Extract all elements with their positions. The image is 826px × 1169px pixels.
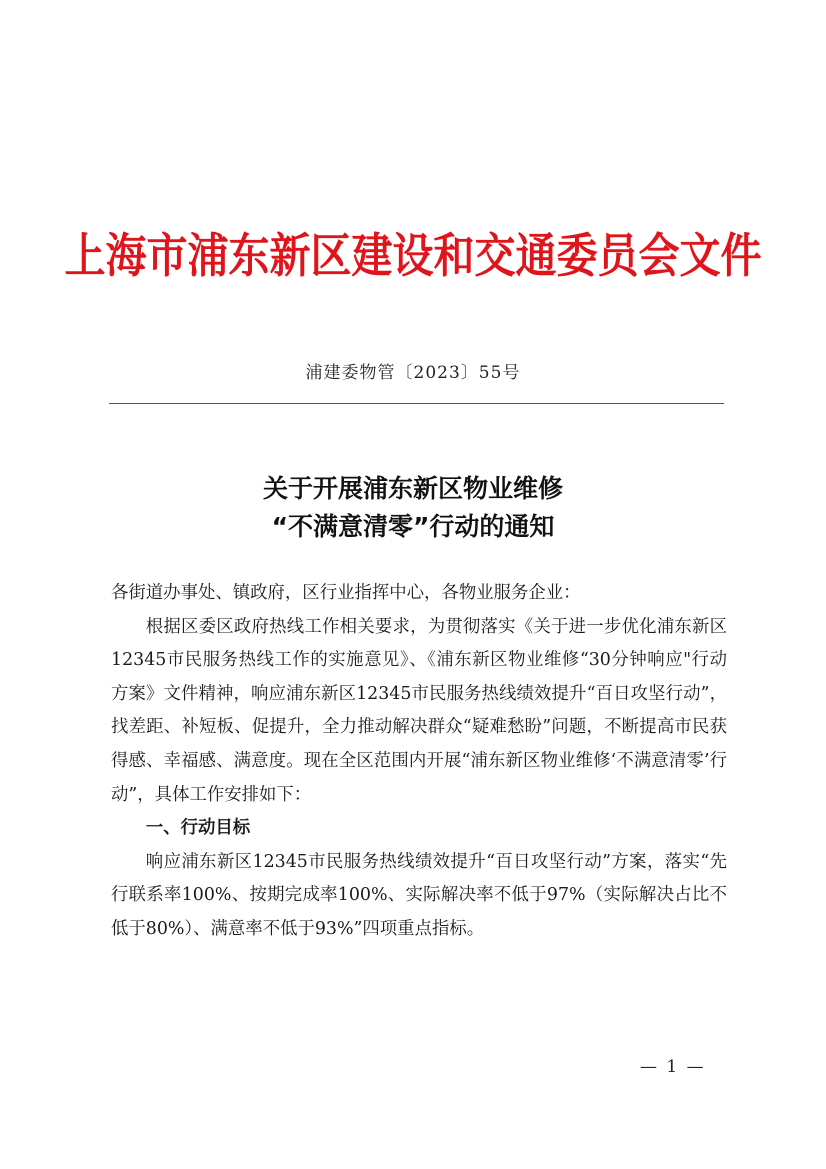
page-number: — 1 —	[640, 1057, 706, 1077]
section-1-paragraph: 响应浦东新区12345市民服务热线绩效提升“百日攻坚行动”方案，落实“先行联系率100%、按期完成率100%、实际解决率不低于97%（实际解决占比不低于80%）、满意率不低于93%”四项重点指标。	[111, 851, 727, 939]
document-body	[111, 577, 727, 947]
issuer-header: 上海市浦东新区建设和交通委员会文件	[64, 228, 762, 284]
section-heading-1: 一、行动目标	[145, 818, 251, 839]
red-divider-line	[109, 403, 724, 404]
document-title	[0, 470, 826, 546]
salutation: 各街道办事处、镇政府，区行业指挥中心，各物业服务企业：	[111, 583, 581, 603]
title-line-1: 关于开展浦东新区物业维修	[262, 474, 563, 503]
body-paragraph-1: 根据区委区政府热线工作相关要求，为贯彻落实《关于进一步优化浦东新区12345市民服务热线工作的实施意见》、《浦东新区物业维修“30分钟响应"行动方案》文件精神，响应浦东新区12345市民服务热线绩效提升“百日攻坚行动”，找差距、补短板、促提升，全力推动解决群众“疑难愁盼”问题，不断提高市民获得感、幸福感、满意度。现在全区范围内开展“浦东新区物业维修‘不满意清零’行动”，具体工作安排如下：	[111, 616, 727, 805]
title-line-2: “不满意清零”行动的通知	[271, 512, 555, 541]
document-number: 浦建委物管〔2023〕55号	[305, 363, 521, 383]
